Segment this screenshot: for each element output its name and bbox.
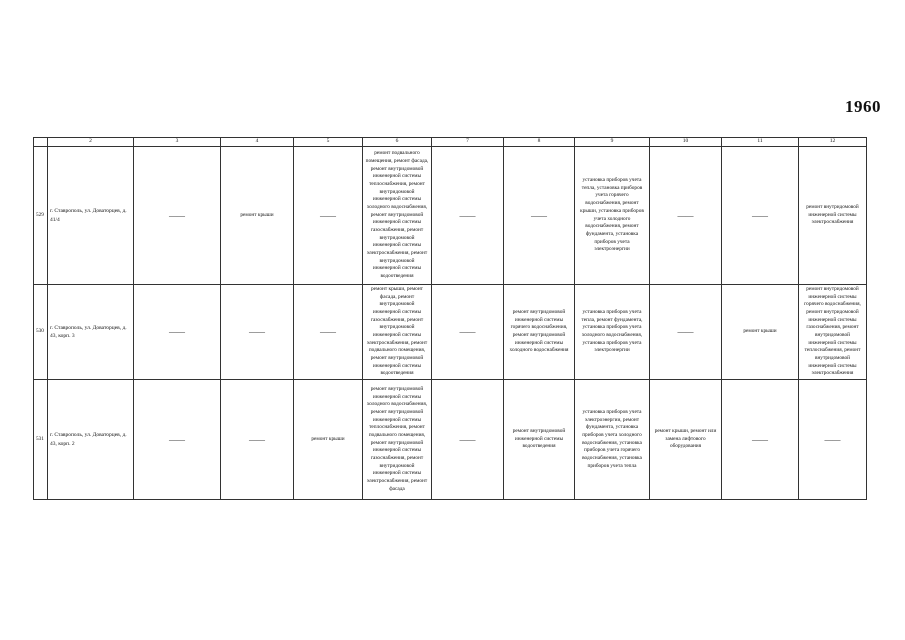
table-row <box>34 380 867 500</box>
cell-col-9: установка приборов учета тепла, установка приборов учета горячего водоснабжения, ремонт крыши, установка приборов учета холодного водоснабжения, ремонт фундамента, установка приборов учета электроэнергии <box>575 147 650 285</box>
col-header-5: 5 <box>294 138 363 147</box>
cell-col-3: —— <box>134 147 221 285</box>
cell-col-6: ремонт подвального помещения, ремонт фасада, ремонт внутридомовой инженерной системы теплоснабжения, ремонт внутридомовой инженерной системы холодного водоснабжения, ремонт внутридомовой инженерной системы газоснабжения, ремонт внутридомовой инженерной системы электроснабжения, ремонт внутридомовой инженерной системы водоотведения <box>363 147 432 285</box>
cell-col-5: —— <box>294 147 363 285</box>
page-number: 1960 <box>845 97 881 116</box>
cell-col-12: ремонт внутридомовой инженерной системы горячего водоснабжения, ремонт внутридомовой инженерной системы газоснабжения, ремонт внутридомовой инженерной системы теплоснабжения, ремонт внутридомовой инженерной системы электроснабжения <box>799 285 867 380</box>
col-header-8: 8 <box>504 138 575 147</box>
cell-col-4: ремонт крыши <box>221 147 294 285</box>
cell-col-9: установка приборов учета электроэнергии, ремонт фундамента, установка приборов учета холодного водоснабжения, установка приборов учета горячего водоснабжения, установка приборов учета тепла <box>575 380 650 500</box>
cell-col-8: —— <box>504 147 575 285</box>
cell-col-7: —— <box>432 285 504 380</box>
cell-col-11: —— <box>722 147 799 285</box>
cell-col-7: —— <box>432 380 504 500</box>
cell-col-3: —— <box>134 380 221 500</box>
column-number-row <box>34 138 867 147</box>
cell-col-9: установка приборов учета тепла, ремонт фундамента, установка приборов учета холодного водоснабжения, установка приборов учета электроэнергии <box>575 285 650 380</box>
cell-col-5: ремонт крыши <box>294 380 363 500</box>
table-row <box>34 147 867 285</box>
cell-col-4: —— <box>221 285 294 380</box>
cell-col-8: ремонт внутридомовой инженерной системы горячего водоснабжения, ремонт внутридомовой инженерной системы холодного водоснабжения <box>504 285 575 380</box>
col-header-1 <box>34 138 48 147</box>
row-number: 530 <box>34 285 48 380</box>
col-header-12: 12 <box>799 138 867 147</box>
address-cell: г. Ставрополь, ул. Доваторцев, д. 43, корп. 2 <box>48 380 134 500</box>
table-row <box>34 285 867 380</box>
col-header-4: 4 <box>221 138 294 147</box>
col-header-11: 11 <box>722 138 799 147</box>
cell-col-8: ремонт внутридомовой инженерной системы водоотведения <box>504 380 575 500</box>
col-header-6: 6 <box>363 138 432 147</box>
cell-col-4: —— <box>221 380 294 500</box>
cell-col-12: —— <box>799 380 867 500</box>
col-header-2: 2 <box>48 138 134 147</box>
cell-col-5: —— <box>294 285 363 380</box>
col-header-7: 7 <box>432 138 504 147</box>
row-number: 531 <box>34 380 48 500</box>
cell-col-10: —— <box>650 147 722 285</box>
cell-col-6: ремонт внутридомовой инженерной системы холодного водоснабжения, ремонт внутридомовой инженерной системы теплоснабжения, ремонт подвального помещения, ремонт внутридомовой инженерной системы газоснабжения, ремонт внутридомовой инженерной системы электроснабжения, ремонт фасада <box>363 380 432 500</box>
cell-col-7: —— <box>432 147 504 285</box>
col-header-9: 9 <box>575 138 650 147</box>
repair-schedule-table <box>33 137 867 500</box>
cell-col-12: ремонт внутридомовой инженерной системы электроснабжения <box>799 147 867 285</box>
cell-col-6: ремонт крыши, ремонт фасада, ремонт внутридомовой инженерной системы газоснабжения, ремонт внутридомовой инженерной системы электроснабжения, ремонт подвального помещения, ремонт внутридомовой инженерной системы водоотведения <box>363 285 432 380</box>
cell-col-11: ремонт крыши <box>722 285 799 380</box>
address-cell: г. Ставрополь, ул. Доваторцев, д. 43, корп. 3 <box>48 285 134 380</box>
cell-col-10: ремонт крыши, ремонт или замена лифтового оборудования <box>650 380 722 500</box>
address-cell: г. Ставрополь, ул. Доваторцев, д. 41/4 <box>48 147 134 285</box>
row-number: 529 <box>34 147 48 285</box>
col-header-10: 10 <box>650 138 722 147</box>
cell-col-10: —— <box>650 285 722 380</box>
cell-col-11: —— <box>722 380 799 500</box>
cell-col-3: —— <box>134 285 221 380</box>
col-header-3: 3 <box>134 138 221 147</box>
